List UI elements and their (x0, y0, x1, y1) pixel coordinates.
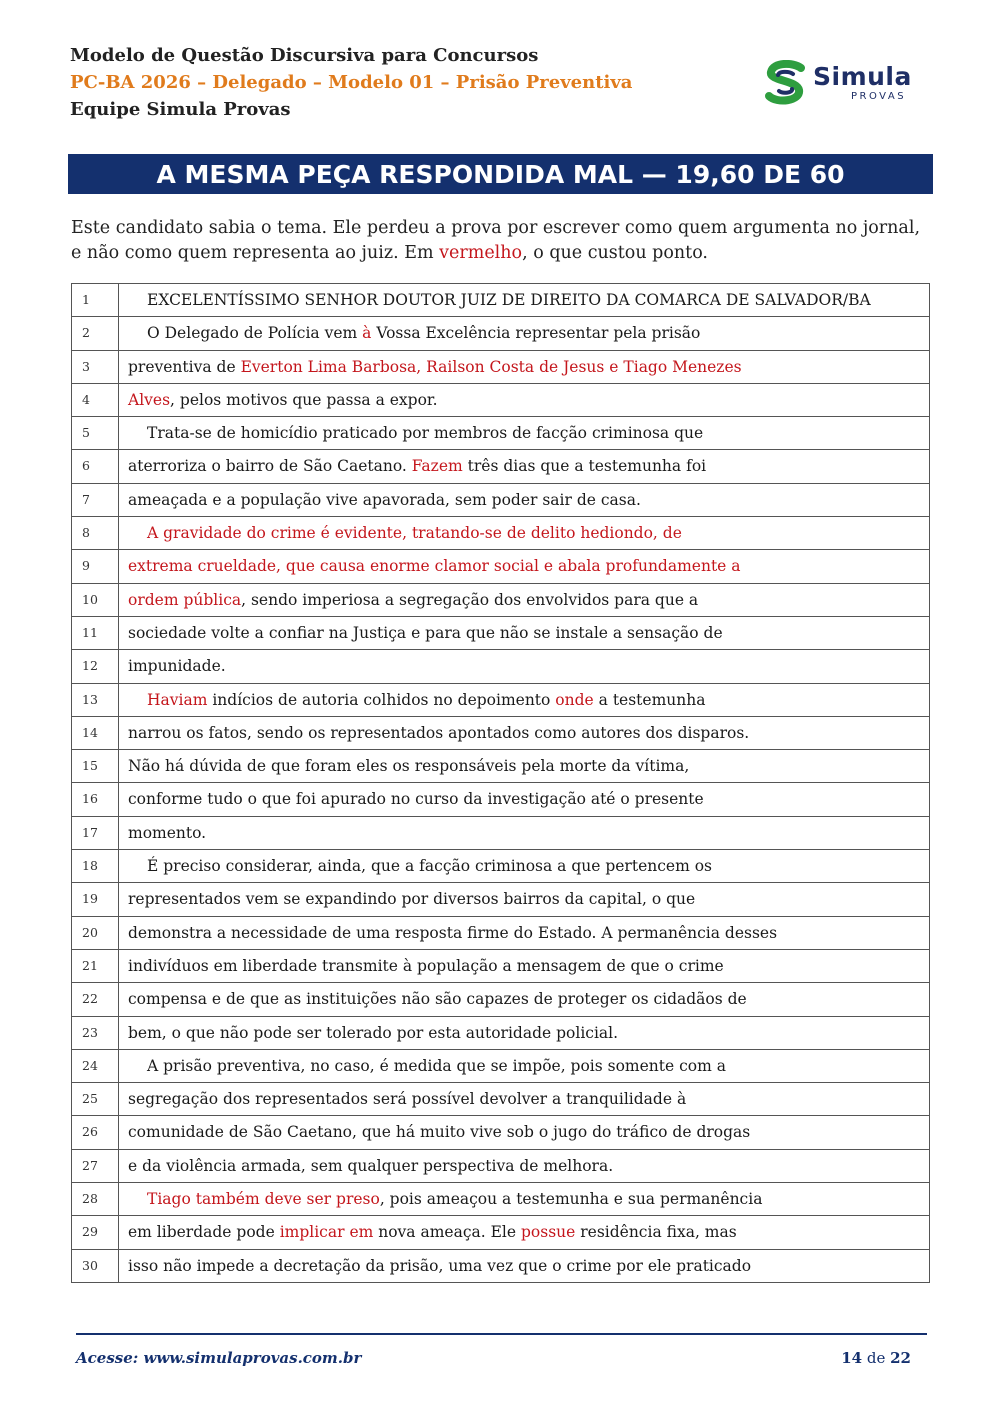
line-text (119, 317, 929, 349)
text-segment: e da violência armada, sem qualquer perspectiva de melhora. (128, 1156, 614, 1175)
line-text (119, 717, 929, 749)
answer-line (72, 317, 929, 350)
line-number: 13 (72, 684, 119, 716)
text-segment: , pelos motivos que passa a expor. (170, 390, 438, 409)
text-segment: O Delegado de Polícia vem (147, 324, 363, 343)
line-text (119, 1183, 929, 1215)
logo-sub-text: PROVAS (851, 91, 907, 102)
line-text (119, 517, 929, 549)
line-text (119, 417, 929, 449)
line-text (119, 1150, 929, 1182)
text-segment: impunidade. (128, 657, 226, 676)
line-text (119, 1116, 929, 1148)
line-text (119, 1083, 929, 1115)
line-number: 23 (72, 1017, 119, 1049)
answer-line (72, 1183, 929, 1216)
answer-line (72, 1017, 929, 1050)
answer-line (72, 584, 929, 617)
page-number (841, 1349, 911, 1367)
answer-line (72, 950, 929, 983)
line-number: 20 (72, 917, 119, 949)
page-current: 14 (841, 1349, 863, 1367)
text-segment: nova ameaça. Ele (373, 1223, 521, 1242)
line-number: 29 (72, 1216, 119, 1248)
text-segment: A prisão preventiva, no caso, é medida que se impõe, pois somente com a (147, 1056, 726, 1075)
line-number: 4 (72, 384, 119, 416)
line-number: 28 (72, 1183, 119, 1215)
error-highlight: Tiago também deve ser preso (147, 1190, 380, 1209)
text-segment: comunidade de São Caetano, que há muito vive sob o jugo do tráfico de drogas (128, 1123, 751, 1142)
line-text (119, 917, 929, 949)
line-text (119, 883, 929, 915)
text-segment: sociedade volte a confiar na Justiça e para que não se instale a sensação de (128, 623, 723, 642)
error-highlight: Alves (128, 390, 171, 409)
answer-line (72, 1050, 929, 1083)
answer-line (72, 484, 929, 517)
line-number: 11 (72, 617, 119, 649)
answer-line (72, 1250, 929, 1283)
line-number: 17 (72, 817, 119, 849)
answer-line (72, 717, 929, 750)
line-text (119, 1050, 929, 1082)
line-number: 8 (72, 517, 119, 549)
line-text (119, 550, 929, 582)
text-segment: aterroriza o bairro de São Caetano. (128, 457, 412, 476)
answer-line (72, 617, 929, 650)
intro-part1: Este candidato sabia o tema. Ele perdeu a prova por escrever como quem argumenta no jornal, e não como quem representa ao juiz. Em (71, 218, 921, 263)
line-number: 21 (72, 950, 119, 982)
line-number: 10 (72, 584, 119, 616)
line-number: 6 (72, 450, 119, 482)
line-number: 30 (72, 1250, 119, 1282)
line-number: 15 (72, 750, 119, 782)
text-segment: , pois ameaçou a testemunha e sua permanência (379, 1190, 763, 1209)
text-segment: ameaçada e a população vive apavorada, sem poder sair de casa. (128, 490, 641, 509)
text-segment: a testemunha (593, 690, 706, 709)
line-text (119, 783, 929, 815)
line-number: 2 (72, 317, 119, 349)
line-text (119, 817, 929, 849)
text-segment: indivíduos em liberdade transmite à população a mensagem de que o crime (128, 956, 724, 975)
text-segment: Vossa Excelência representar pela prisão (371, 324, 701, 343)
line-number: 1 (72, 284, 119, 316)
answer-line (72, 817, 929, 850)
error-highlight: onde (555, 690, 594, 709)
line-text (119, 584, 929, 616)
line-text (119, 1250, 929, 1282)
answer-line (72, 384, 929, 417)
text-segment: , sendo imperiosa a segregação dos envolvidos para que a (241, 590, 699, 609)
error-highlight: ordem pública (128, 590, 242, 609)
line-text (119, 384, 929, 416)
text-segment: bem, o que não pode ser tolerado por esta autoridade policial. (128, 1023, 619, 1042)
intro-red-word: vermelho (439, 243, 523, 263)
error-highlight: implicar em (279, 1223, 374, 1242)
line-number: 12 (72, 650, 119, 682)
error-highlight: à (362, 324, 372, 343)
error-highlight: extrema crueldade, que causa enorme clamor social e abala profundamente a (128, 557, 741, 576)
line-text (119, 650, 929, 682)
line-number: 24 (72, 1050, 119, 1082)
answer-line (72, 983, 929, 1016)
line-number: 25 (72, 1083, 119, 1115)
line-number: 19 (72, 883, 119, 915)
answer-line (72, 1216, 929, 1249)
text-segment: momento. (128, 823, 207, 842)
error-highlight: Fazem (411, 457, 463, 476)
text-segment: preventiva de (128, 357, 241, 376)
answer-line (72, 1083, 929, 1116)
line-number: 14 (72, 717, 119, 749)
text-segment: demonstra a necessidade de uma resposta firme do Estado. A permanência desses (128, 923, 778, 942)
line-text (119, 750, 929, 782)
text-segment: residência fixa, mas (575, 1223, 737, 1242)
line-number: 5 (72, 417, 119, 449)
line-text (119, 684, 929, 716)
answer-line (72, 351, 929, 384)
simula-provas-logo (763, 60, 913, 108)
answer-line (72, 1116, 929, 1149)
answer-line (72, 550, 929, 583)
line-number: 18 (72, 850, 119, 882)
line-number: 7 (72, 484, 119, 516)
answer-line (72, 684, 929, 717)
line-number: 9 (72, 550, 119, 582)
answer-line (72, 750, 929, 783)
answer-line (72, 650, 929, 683)
answer-line (72, 850, 929, 883)
line-text (119, 1017, 929, 1049)
text-segment: segregação dos representados será possível devolver a tranquilidade à (128, 1090, 687, 1109)
footer-divider (76, 1333, 927, 1335)
intro-paragraph (71, 216, 933, 266)
logo-brand-text: Simula (813, 62, 912, 91)
text-segment: Não há dúvida de que foram eles os responsáveis pela morte da vítima, (128, 757, 690, 776)
line-number: 27 (72, 1150, 119, 1182)
line-text (119, 450, 929, 482)
text-segment: É preciso considerar, ainda, que a facção criminosa a que pertencem os (147, 857, 712, 876)
answer-line (72, 517, 929, 550)
document-team: Equipe Simula Provas (70, 99, 291, 120)
page-separator: de (866, 1349, 886, 1367)
line-text (119, 351, 929, 383)
answer-line (72, 883, 929, 916)
document-header (70, 42, 632, 123)
text-segment: EXCELENTÍSSIMO SENHOR DOUTOR JUIZ DE DIREITO DA COMARCA DE SALVADOR/BA (147, 291, 871, 309)
banner-title: A MESMA PEÇA RESPONDIDA MAL — 19,60 DE 60 (156, 159, 845, 189)
text-segment: indícios de autoria colhidos no depoimento (207, 690, 556, 709)
error-highlight: A gravidade do crime é evidente, tratando-se de delito hediondo, de (147, 524, 682, 543)
document-title: Modelo de Questão Discursiva para Concursos (70, 45, 539, 66)
section-banner (68, 154, 933, 194)
line-text (119, 983, 929, 1015)
text-segment: compensa e de que as instituições não são capazes de proteger os cidadãos de (128, 990, 747, 1009)
text-segment: em liberdade pode (128, 1223, 280, 1242)
error-highlight: possue (520, 1223, 576, 1242)
line-number: 22 (72, 983, 119, 1015)
text-segment: três dias que a testemunha foi (462, 457, 707, 476)
line-text (119, 617, 929, 649)
footer-link[interactable]: Acesse: www.simulaprovas.com.br (76, 1349, 362, 1367)
line-text (119, 1216, 929, 1248)
answer-line (72, 917, 929, 950)
line-text (119, 284, 929, 316)
s-logo-icon (763, 60, 809, 106)
text-segment: conforme tudo o que foi apurado no curso da investigação até o presente (128, 790, 704, 809)
page-total: 22 (890, 1349, 911, 1367)
answer-line (72, 417, 929, 450)
text-segment: representados vem se expandindo por diversos bairros da capital, o que (128, 890, 696, 909)
text-segment: isso não impede a decretação da prisão, uma vez que o crime por ele praticado (128, 1256, 752, 1275)
answer-line (72, 450, 929, 483)
answer-lines-table (71, 283, 930, 1283)
text-segment: narrou os fatos, sendo os representados apontados como autores dos disparos. (128, 723, 750, 742)
document-subtitle: PC-BA 2026 – Delegado – Modelo 01 – Prisão Preventiva (70, 72, 633, 93)
error-highlight: Everton Lima Barbosa, Railson Costa de Jesus e Tiago Menezes (240, 357, 742, 376)
answer-line (72, 284, 929, 317)
line-number: 3 (72, 351, 119, 383)
intro-part2: , o que custou ponto. (522, 243, 708, 263)
line-number: 16 (72, 783, 119, 815)
answer-line (72, 1150, 929, 1183)
answer-line (72, 783, 929, 816)
line-number: 26 (72, 1116, 119, 1148)
line-text (119, 484, 929, 516)
text-segment: Trata-se de homicídio praticado por membros de facção criminosa que (147, 424, 704, 443)
line-text (119, 950, 929, 982)
line-text (119, 850, 929, 882)
error-highlight: Haviam (147, 690, 208, 709)
